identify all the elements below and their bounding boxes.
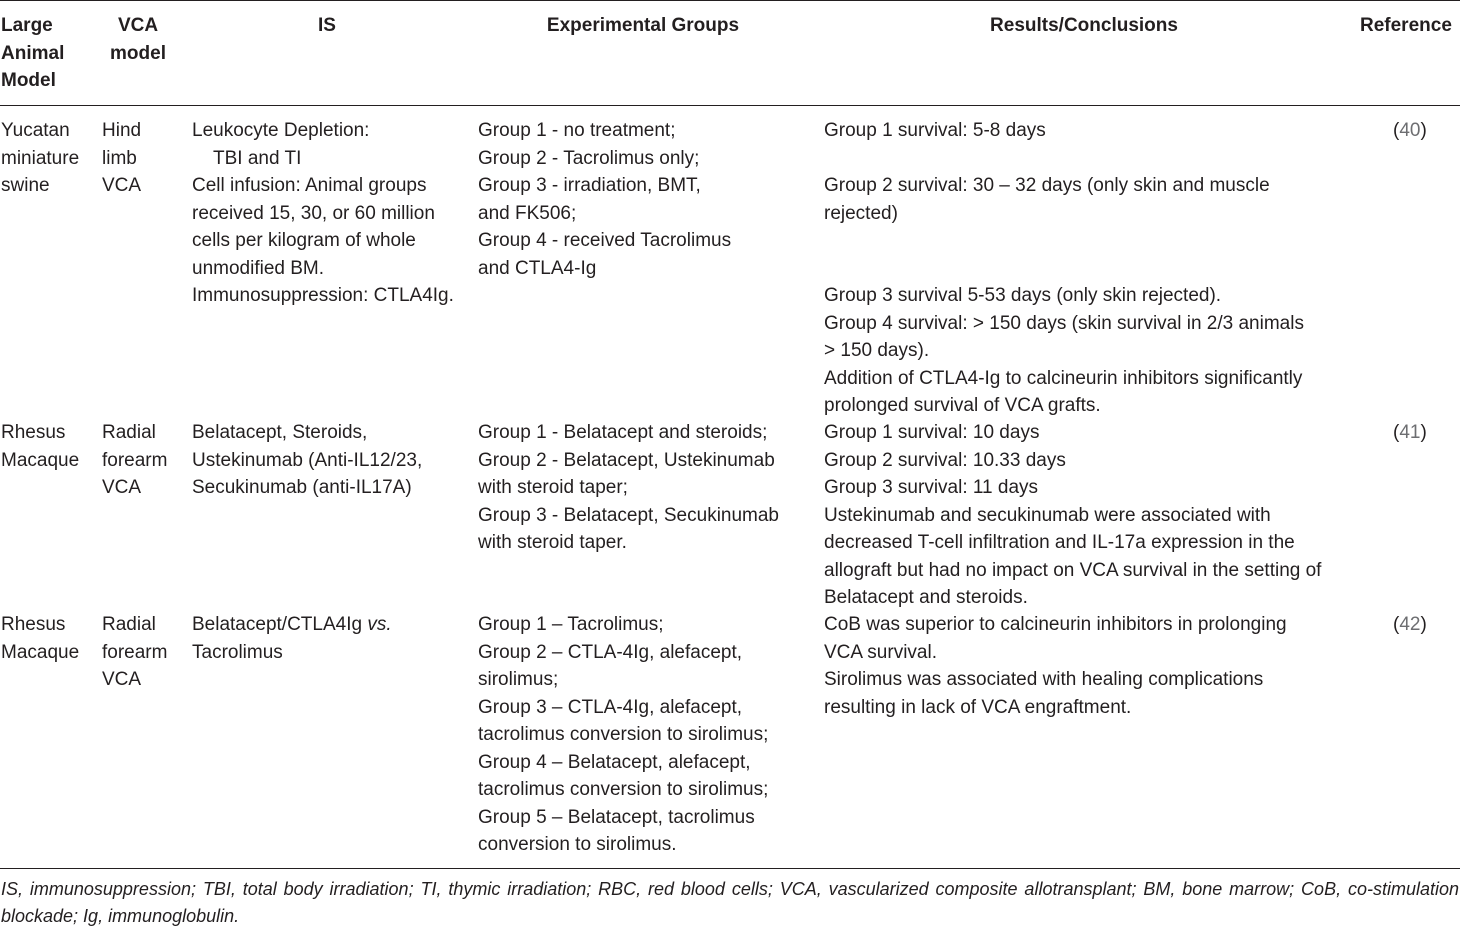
cell-line: Ustekinumab (Anti-IL12/23,: [192, 449, 423, 471]
cell-line: tacrolimus conversion to sirolimus;: [478, 779, 769, 800]
cell-line: conversion to sirolimus.: [478, 834, 677, 855]
cell-line: CoB was superior to calcineurin inhibitors in prolonging: [824, 614, 1287, 635]
cell-line: received 15, 30, or 60 million: [192, 202, 435, 224]
cell-line: resulting in lack of VCA engraftment.: [824, 696, 1132, 718]
cell-line: Group 1 - no treatment;: [478, 120, 676, 141]
cell-line: Group 4 - received Tacrolimus: [478, 230, 732, 251]
cell-line: TBI and TI: [213, 147, 302, 169]
row3-is: [192, 611, 472, 666]
row2-groups: [478, 419, 808, 557]
reference-link[interactable]: (42): [1393, 614, 1427, 635]
row2-reference: [1393, 419, 1453, 447]
row3-groups: [478, 611, 808, 859]
cell-line: Group 4 survival: > 150 days (skin survival in 2/3 animals: [824, 312, 1304, 334]
cell-line: Macaque: [1, 449, 80, 471]
cell-line: sirolimus;: [478, 669, 559, 690]
header-reference: Reference: [1360, 15, 1452, 36]
cell-line: and CTLA4-Ig: [478, 257, 597, 279]
row2-is: [192, 419, 472, 502]
cell-line: Group 5 – Belatacept, tacrolimus: [478, 806, 755, 828]
table-footnote: IS, immunosuppression; TBI, total body irradiation; TI, thymic irradiation; RBC, red blood cells; VCA, vascularized composite allotransplant; BM, bone marrow; CoB, co-stimulation blockade; Ig, immunoglobulin.: [1, 879, 1459, 926]
row3-reference: [1393, 611, 1453, 639]
cell-line: VCA: [102, 477, 142, 498]
header-results-conclusions: Results/Conclusions: [990, 15, 1178, 36]
header-experimental-groups: Experimental Groups: [546, 15, 740, 36]
header-large-animal-model: [1, 12, 96, 95]
cell-line: VCA survival.: [824, 641, 937, 663]
cell-line: forearm: [102, 449, 168, 471]
cell-line: [192, 611, 472, 639]
row2-animal: [1, 419, 96, 474]
cell-line: Rhesus: [1, 614, 66, 635]
cell-line: Cell infusion: Animal groups: [192, 175, 427, 196]
cell-line: Group 4 – Belatacept, alefacept,: [478, 751, 751, 773]
cell-line: Group 1 - Belatacept and steroids;: [478, 422, 768, 443]
cell-line: and FK506;: [478, 202, 577, 224]
cell-line: > 150 days).: [824, 340, 930, 361]
cell-line: unmodified BM.: [192, 257, 325, 279]
cell-line: Leukocyte Depletion:: [192, 120, 370, 141]
cell-line: Group 2 – CTLA-4Ig, alefacept,: [478, 641, 743, 663]
cell-line: allograft but had no impact on VCA survival in the setting of: [824, 559, 1322, 581]
cell-line: Tacrolimus: [192, 641, 283, 663]
row3-animal: [1, 611, 96, 666]
cell-line: Belatacept, Steroids,: [192, 422, 368, 443]
row1-animal: [1, 117, 96, 200]
row1-groups: [478, 117, 808, 282]
row1-reference: [1393, 117, 1453, 145]
cell-line: VCA: [102, 669, 142, 690]
cell-line: Radial: [102, 422, 156, 443]
cell-line: Group 2 - Tacrolimus only;: [478, 147, 700, 169]
cell-line: Hind: [102, 120, 142, 141]
row2-vca-model: [102, 419, 182, 502]
cell-line: Group 2 survival: 30 – 32 days (only skin and muscle: [824, 175, 1270, 196]
reference-link[interactable]: (40): [1393, 120, 1427, 141]
cell-line: Group 1 – Tacrolimus;: [478, 614, 664, 635]
cell-line: Group 3 - Belatacept, Secukinumab: [478, 504, 780, 526]
cell-text: Belatacept/CTLA4Ig: [192, 614, 368, 635]
cell-line: Group 3 survival 5-53 days (only skin rejected).: [824, 285, 1222, 306]
reference-number: 42: [1399, 614, 1421, 635]
cell-line: Group 3 survival: 11 days: [824, 477, 1039, 498]
cell-text-italic: vs.: [367, 614, 392, 635]
cell-line: Belatacept and steroids.: [824, 587, 1028, 608]
header-line: Model: [1, 70, 56, 91]
cell-line: Ustekinumab and secukinumab were associated with: [824, 504, 1271, 526]
cell-line: Sirolimus was associated with healing complications: [824, 669, 1264, 690]
row3-vca-model: [102, 611, 182, 694]
cell-line: Group 1 survival: 10 days: [824, 422, 1040, 443]
cell-line: forearm: [102, 641, 168, 663]
table-top-rule: [0, 0, 1460, 1]
cell-line: Group 3 – CTLA-4Ig, alefacept,: [478, 696, 743, 718]
reference-link[interactable]: (41): [1393, 422, 1427, 443]
cell-line: VCA: [102, 175, 142, 196]
header-line: Animal: [1, 42, 65, 64]
header-line: model: [110, 42, 166, 64]
header-line: VCA: [117, 15, 159, 36]
cell-line: Immunosuppression: CTLA4Ig.: [192, 285, 454, 306]
cell-line: with steroid taper;: [478, 477, 628, 498]
cell-line: Yucatan: [1, 120, 70, 141]
cell-line: prolonged survival of VCA grafts.: [824, 395, 1101, 416]
cell-line: decreased T-cell infiltration and IL-17a expression in the: [824, 532, 1295, 553]
cell-line: miniature: [1, 147, 80, 169]
cell-line: swine: [1, 175, 50, 196]
row1-results: [824, 117, 1354, 420]
row2-results: [824, 419, 1354, 612]
cell-line: limb: [102, 147, 137, 169]
row1-vca-model: [102, 117, 182, 200]
row1-is: [192, 117, 472, 310]
cell-line: Group 2 - Belatacept, Ustekinumab: [478, 449, 775, 471]
cell-line: Addition of CTLA4-Ig to calcineurin inhibitors significantly: [824, 367, 1303, 389]
header-line: Large: [1, 15, 53, 36]
cell-line: Group 3 - irradiation, BMT,: [478, 175, 701, 196]
cell-line: Radial: [102, 614, 156, 635]
cell-line: Group 1 survival: 5-8 days: [824, 120, 1046, 141]
cell-line: rejected): [824, 202, 898, 224]
cell-line: Secukinumab (anti-IL17A): [192, 477, 412, 498]
header-is: IS: [318, 15, 336, 36]
cell-line: Macaque: [1, 641, 80, 663]
cell-line: with steroid taper.: [478, 532, 627, 553]
reference-number: 40: [1399, 120, 1421, 141]
cell-line: Rhesus: [1, 422, 66, 443]
cell-line: Group 2 survival: 10.33 days: [824, 449, 1066, 471]
cell-line: cells per kilogram of whole: [192, 230, 416, 251]
cell-line: tacrolimus conversion to sirolimus;: [478, 724, 769, 745]
reference-number: 41: [1399, 422, 1421, 443]
row3-results: [824, 611, 1354, 721]
header-vca-model: [102, 12, 174, 67]
table-bottom-rule: [0, 868, 1460, 869]
header-rule: [0, 105, 1460, 106]
